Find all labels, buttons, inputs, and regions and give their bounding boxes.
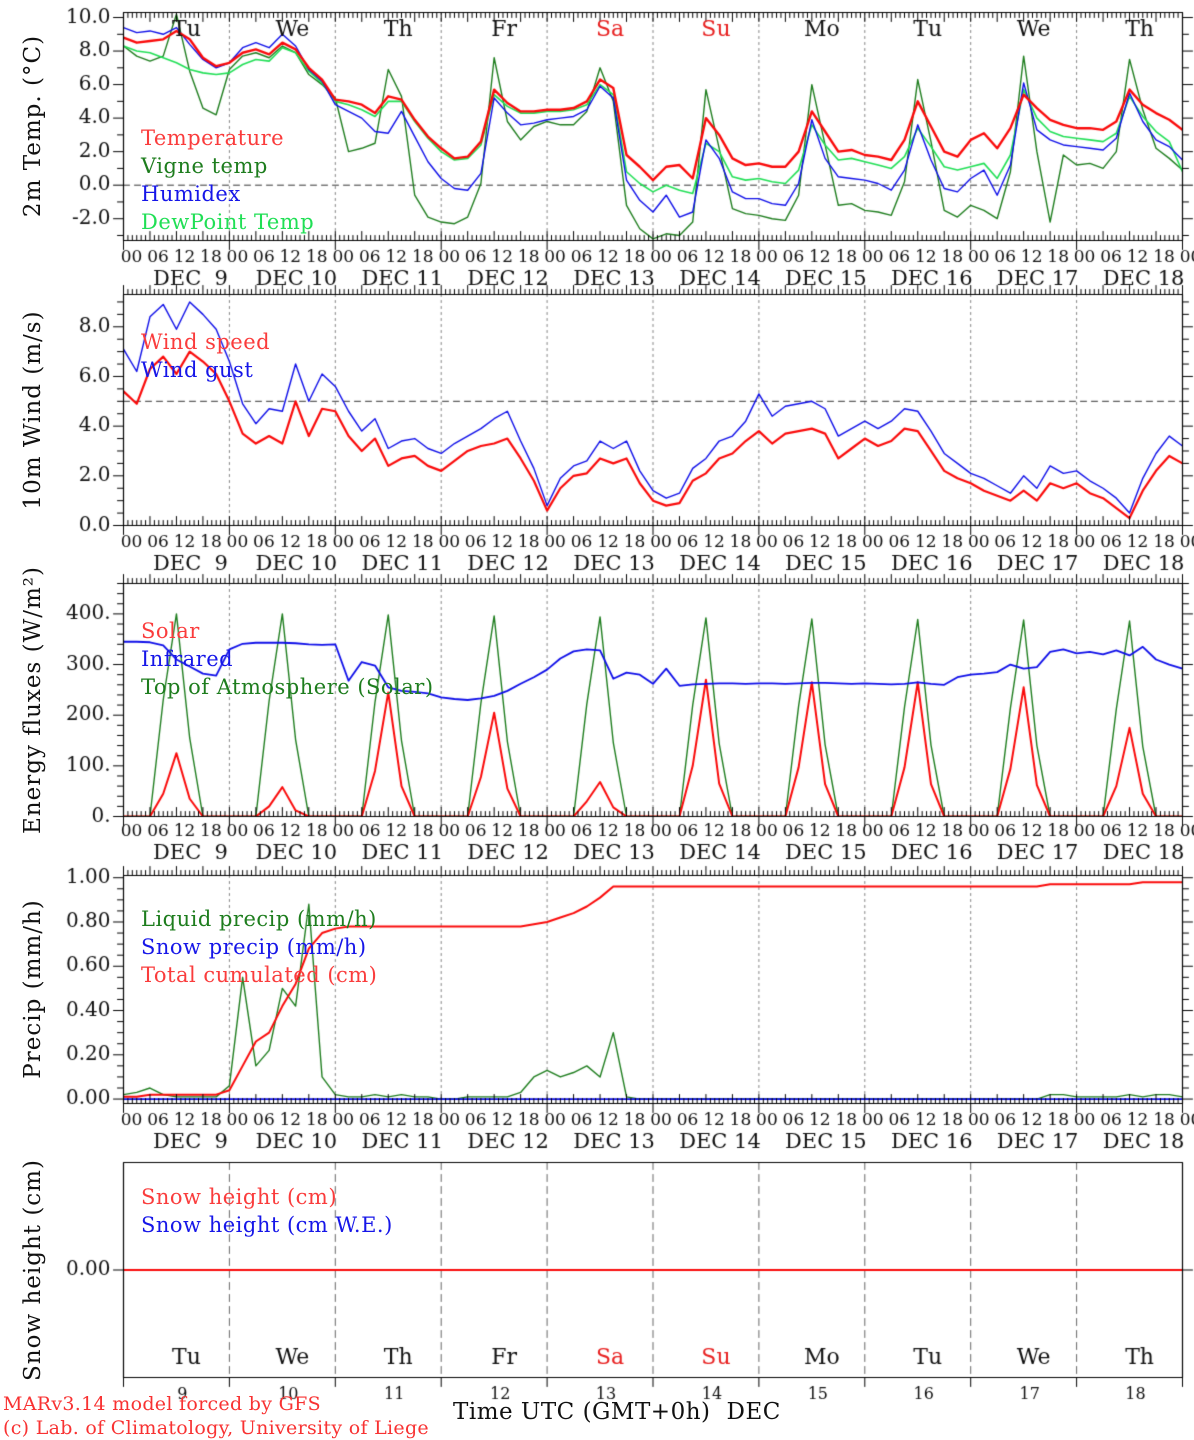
legend-fluxes-panel <box>141 617 434 701</box>
y-axis-title-snow: Snow height (cm) <box>20 1159 46 1381</box>
legend-item: Total cumulated (cm) <box>141 963 378 987</box>
legend-item: Wind gust <box>141 358 254 382</box>
legend-item: Liquid precip (mm/h) <box>141 907 377 931</box>
month-label: DEC <box>726 1399 781 1425</box>
legend-item: DewPoint Temp <box>141 210 315 234</box>
legend-item: Top of Atmosphere (Solar) <box>141 675 434 699</box>
legend-item: Snow precip (mm/h) <box>141 935 367 959</box>
legend-wind-panel <box>141 328 270 384</box>
credit-lab-line: (c) Lab. of Climatology, University of Liege <box>3 1417 429 1439</box>
legend-item: Temperature <box>141 126 285 150</box>
legend-snow-panel <box>141 1183 393 1239</box>
legend-temperature-panel <box>141 124 314 236</box>
legend-precip-panel <box>141 905 377 989</box>
y-axis-title-wind: 10m Wind (m/s) <box>20 310 46 510</box>
y-axis-title-temperature: 2m Temp. (°C) <box>20 34 46 218</box>
y-axis-title-fluxes: Energy fluxes (W/m²) <box>20 566 46 834</box>
legend-item: Snow height (cm) <box>141 1185 338 1209</box>
legend-item: Solar <box>141 619 200 643</box>
time-axis-caption <box>453 1399 781 1425</box>
y-axis-title-precip: Precip (mm/h) <box>20 899 46 1079</box>
credits-block <box>3 1392 429 1440</box>
legend-item: Humidex <box>141 182 241 206</box>
legend-item: Infrared <box>141 647 234 671</box>
legend-item: Vigne temp <box>141 154 268 178</box>
legend-item: Wind speed <box>141 330 271 354</box>
legend-item: Snow height (cm W.E.) <box>141 1213 393 1237</box>
credit-model-line: MARv3.14 model forced by GFS <box>3 1393 321 1415</box>
time-axis-label: Time UTC (GMT+0h) <box>453 1399 711 1425</box>
